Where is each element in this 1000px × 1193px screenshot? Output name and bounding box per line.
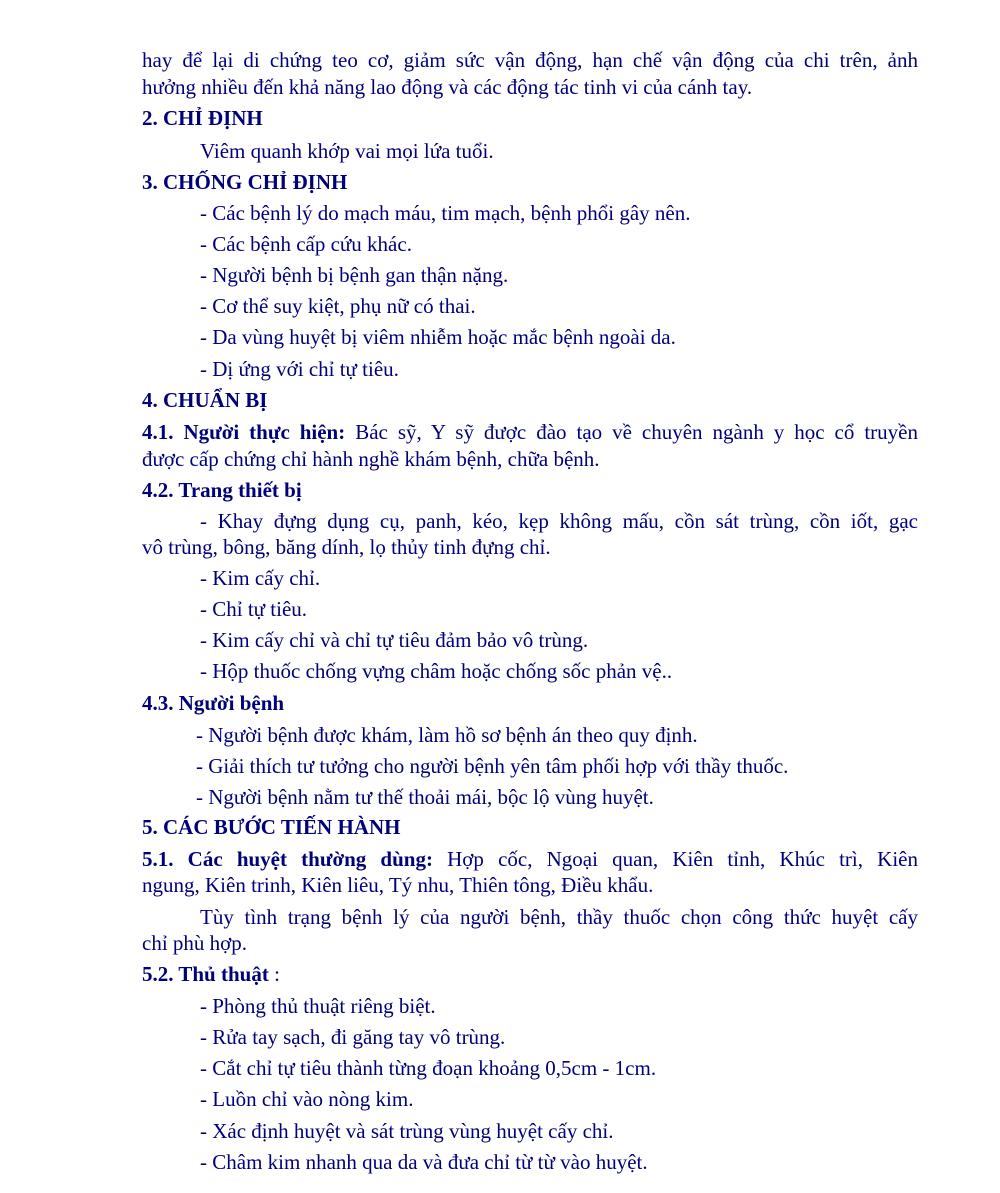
para-4-1-line-2: được cấp chứng chỉ hành nghề khám bệnh, chữa bệnh. xyxy=(142,447,600,471)
contraindication-item: - Cơ thể suy kiệt, phụ nữ có thai. xyxy=(200,294,476,318)
para-4-1-text: Bác sỹ, Y sỹ được đào tạo về chuyên ngành y học cổ truyền xyxy=(345,420,918,444)
contraindication-item: - Các bệnh cấp cứu khác. xyxy=(200,232,412,256)
procedure-item: - Phòng thủ thuật riêng biệt. xyxy=(200,994,436,1018)
para-4-3-heading: 4.3. Người bệnh xyxy=(142,691,285,715)
procedure-item: - Cắt chỉ tự tiêu thành từng đoạn khoảng 0,5cm - 1cm. xyxy=(200,1056,657,1080)
procedure-item: - Rửa tay sạch, đi găng tay vô trùng. xyxy=(200,1025,506,1049)
para-5-1-line-2: ngung, Kiên trinh, Kiên liêu, Tý nhu, Thiên tông, Điều khẩu. xyxy=(142,873,654,897)
para-5-2-label: 5.2. Thủ thuật xyxy=(142,962,269,986)
equipment-line-2: vô trùng, bông, băng dính, lọ thủy tinh đựng chỉ. xyxy=(142,535,551,559)
para-5-2-colon: : xyxy=(268,962,280,986)
para-5-1-note-line-2: chỉ phù hợp. xyxy=(142,931,248,955)
equipment-line-1: - Khay đựng dụng cụ, panh, kéo, kẹp không mấu, cồn sát trùng, cồn iốt, gạc xyxy=(200,509,918,533)
section-3-heading: 3. CHỐNG CHỈ ĐỊNH xyxy=(142,170,348,194)
procedure-item: - Xác định huyệt và sát trùng vùng huyệt cấy chỉ. xyxy=(200,1119,614,1143)
patient-item: - Người bệnh được khám, làm hồ sơ bệnh án theo quy định. xyxy=(196,723,698,747)
section-5-heading: 5. CÁC BƯỚC TIẾN HÀNH xyxy=(142,815,401,839)
equipment-item: - Kim cấy chỉ và chỉ tự tiêu đảm bảo vô trùng. xyxy=(200,628,589,652)
contraindication-item: - Da vùng huyệt bị viêm nhiễm hoặc mắc bệnh ngoài da. xyxy=(200,325,676,349)
intro-line-1: hay để lại di chứng teo cơ, giảm sức vận động, hạn chế vận động của chi trên, ảnh xyxy=(142,48,918,72)
equipment-item: - Chỉ tự tiêu. xyxy=(200,597,308,621)
intro-line-2: hưởng nhiều đến khả năng lao động và các động tác tinh vi của cánh tay. xyxy=(142,75,753,99)
contraindication-item: - Dị ứng với chỉ tự tiêu. xyxy=(200,357,399,381)
equipment-item: - Kim cấy chỉ. xyxy=(200,566,321,590)
patient-item: - Người bệnh nằm tư thế thoải mái, bộc lộ vùng huyệt. xyxy=(196,785,654,809)
contraindication-item: - Các bệnh lý do mạch máu, tim mạch, bệnh phổi gây nên. xyxy=(200,201,691,225)
contraindication-item: - Người bệnh bị bệnh gan thận nặng. xyxy=(200,263,509,287)
para-5-1-note-line-1: Tùy tình trạng bệnh lý của người bệnh, thầy thuốc chọn công thức huyệt cấy xyxy=(200,905,918,929)
para-4-1-label: 4.1. Người thực hiện: xyxy=(142,420,346,444)
para-5-2-heading xyxy=(142,961,280,987)
section-2-text: Viêm quanh khớp vai mọi lứa tuổi. xyxy=(200,139,494,163)
section-4-heading: 4. CHUẨN BỊ xyxy=(142,388,268,412)
para-5-1-line-1 xyxy=(142,846,918,872)
para-5-1-label: 5.1. Các huyệt thường dùng: xyxy=(142,847,433,871)
para-4-1-line-1 xyxy=(142,419,918,445)
patient-item: - Giải thích tư tưởng cho người bệnh yên tâm phối hợp với thầy thuốc. xyxy=(196,754,789,778)
para-4-2-heading: 4.2. Trang thiết bị xyxy=(142,478,302,502)
equipment-item: - Hộp thuốc chống vựng châm hoặc chống sốc phản vệ.. xyxy=(200,659,673,683)
procedure-item: - Châm kim nhanh qua da và đưa chỉ từ từ vào huyệt. xyxy=(200,1150,648,1174)
section-2-heading: 2. CHỈ ĐỊNH xyxy=(142,106,263,130)
procedure-item: - Luồn chỉ vào nòng kim. xyxy=(200,1087,414,1111)
para-5-1-text: Hợp cốc, Ngoại quan, Kiên tỉnh, Khúc trì, Kiên xyxy=(432,847,918,871)
